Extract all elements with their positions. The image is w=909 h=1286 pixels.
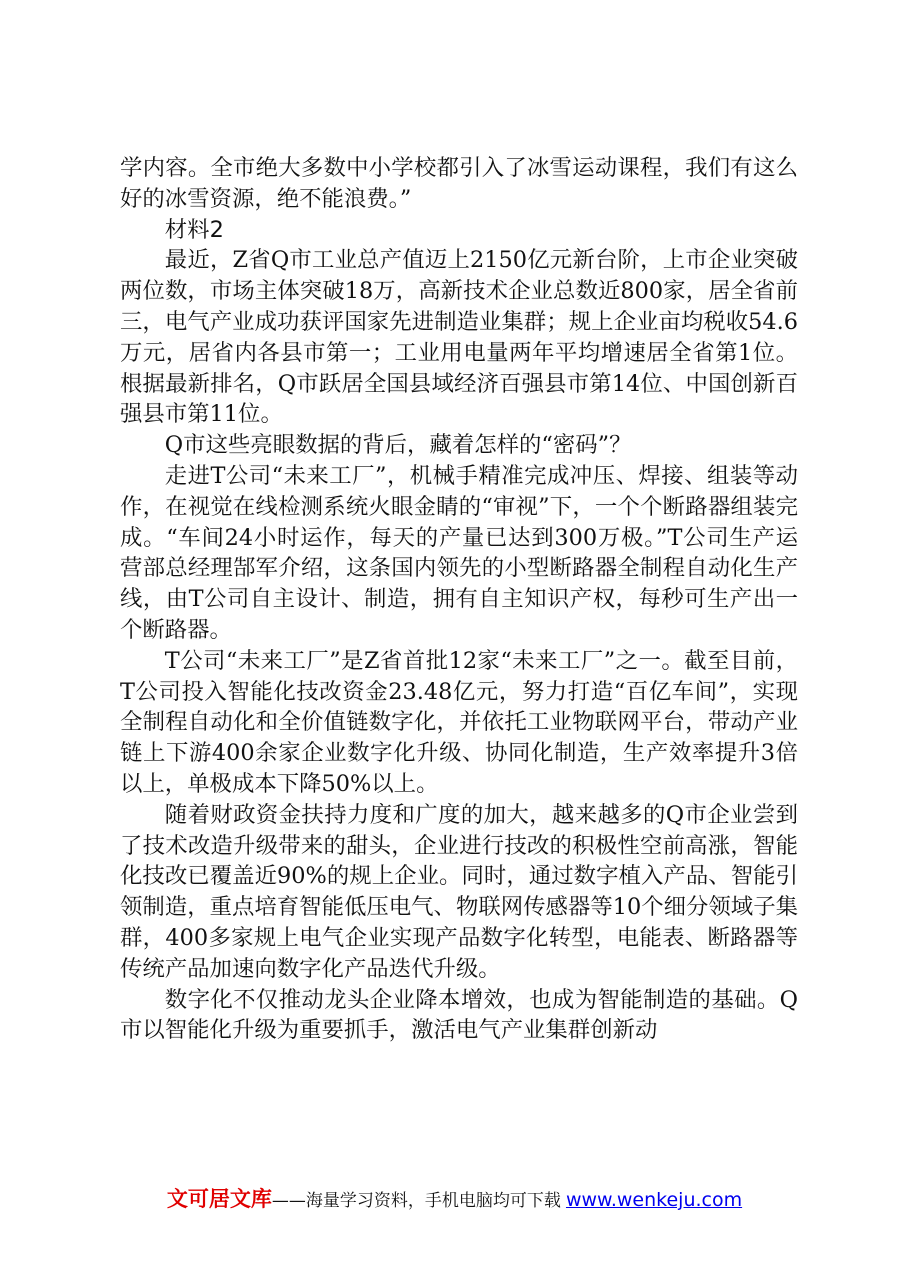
footer-slogan: ——海量学习资料，手机电脑均可下载 xyxy=(271,1191,561,1211)
paragraph-continuation: 学内容。全市绝大多数中小学校都引入了冰雪运动课程，我们有这么好的冰雪资源，绝不能浪费。” xyxy=(120,155,798,212)
section-heading-material-2: 材料2 xyxy=(164,216,224,243)
paragraph-investment: T公司“未来工厂”是Z省首批12家“未来工厂”之一。截至目前，T公司投入智能化技改资金23.48亿元，努力打造“百亿车间”，实现全制程自动化和全价值链数字化，并依托工业物联网平台，带动产业链上下游400余家企业数字化升级、协同化制造，生产效率提升3倍以上，单极成本下降50%以上。 xyxy=(120,647,798,797)
paragraph-digitalization: 数字化不仅推动龙头企业降本增效，也成为智能制造的基础。Q市以智能化升级为重要抓手，激活电气产业集群创新动 xyxy=(120,986,798,1044)
document-body xyxy=(120,153,798,1046)
paragraph-industry-output: 最近，Z省Q市工业总产值迈上2150亿元新台阶，上市企业突破两位数，市场主体突破18万，高新技术企业总数近800家，居全省前三，电气产业成功获评国家先进制造业集群；规上企业亩均税收54.6万元，居省内各县市第一；工业用电量两年平均增速居全省第1位。根据最新排名，Q市跃居全国县域经济百强县市第14位、中国创新百强县市第11位。 xyxy=(120,247,798,428)
footer-brand: 文可居文库 xyxy=(166,1187,272,1211)
footer-website-link[interactable]: www.wenkeju.com xyxy=(565,1189,743,1211)
paragraph-tech-upgrade: 随着财政资金扶持力度和广度的加大，越来越多的Q市企业尝到了技术改造升级带来的甜头，企业进行技改的积极性空前高涨，智能化技改已覆盖近90%的规上企业。同时，通过数字植入产品、智能引领制造，重点培育智能低压电气、物联网传感器等10个细分领域子集群，400多家规上电气企业实现产品数字化转型，电能表、断路器等传统产品加速向数字化产品迭代升级。 xyxy=(120,801,798,982)
paragraph-future-factory: 走进T公司“未来工厂”，机械手精准完成冲压、焊接、组装等动作，在视觉在线检测系统火眼金睛的“审视”下，一个个断路器组装完成。“车间24小时运作，每天的产量已达到300万极。”T公司生产运营部总经理郜军介绍，这条国内领先的小型断路器全制程自动化生产线，由T公司自主设计、制造，拥有自主知识产权，每秒可生产出一个断路器。 xyxy=(120,462,798,643)
paragraph-question: Q市这些亮眼数据的背后，藏着怎样的“密码”？ xyxy=(164,432,632,459)
page-footer xyxy=(0,1183,909,1213)
